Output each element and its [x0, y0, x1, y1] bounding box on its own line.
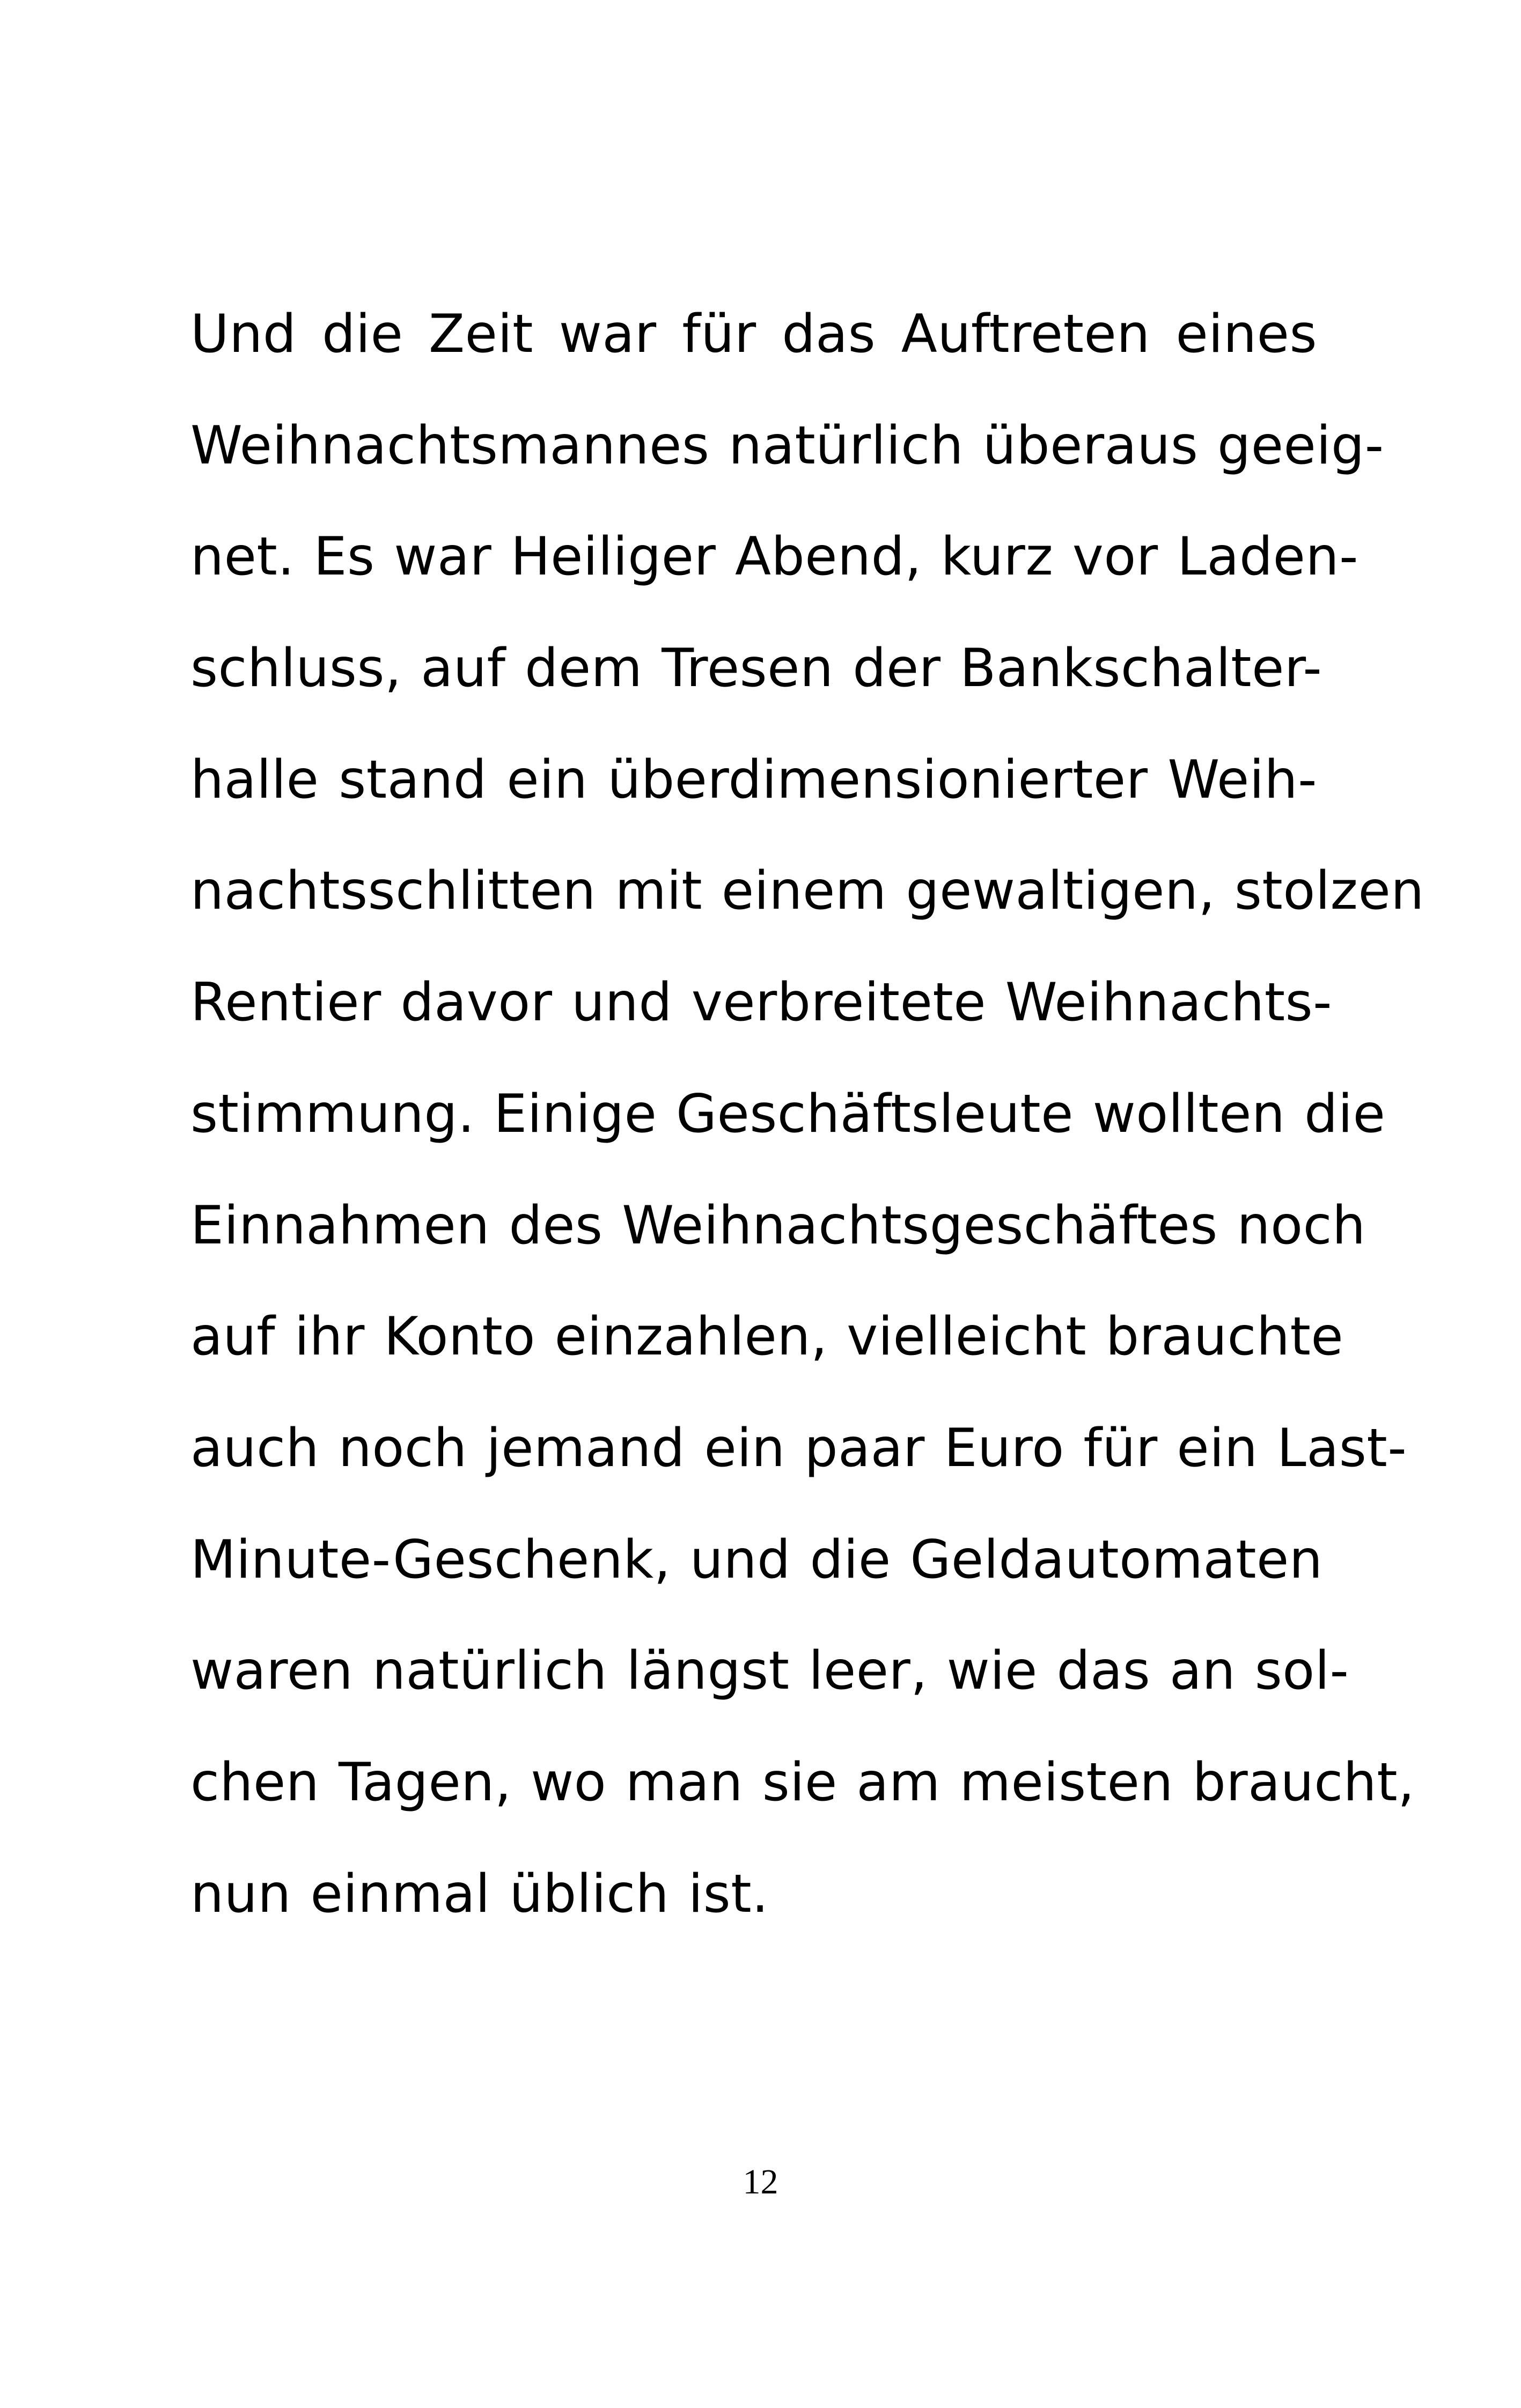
text-line: halle stand ein überdimensionierter Weih- [190, 749, 1317, 811]
text-line: Rentier davor und verbreitete Weihnachts- [190, 972, 1333, 1034]
page-number: 12 [743, 2162, 778, 2201]
text-line: waren natürlich längst leer, wie das an sol- [190, 1640, 1349, 1702]
text-line: nachtsschlitten mit einem gewaltigen, stolzen [190, 860, 1424, 922]
text-line: auf ihr Konto einzahlen, vielleicht brauchte [190, 1306, 1344, 1368]
body-paragraph [190, 279, 1424, 1950]
text-line: auch noch jemand ein paar Euro für ein Last- [190, 1417, 1407, 1479]
text-line: net. Es war Heiliger Abend, kurz vor Laden- [190, 526, 1358, 588]
text-line: chen Tagen, wo man sie am meisten braucht, [190, 1751, 1415, 1813]
text-line-last: nun einmal üblich ist. [190, 1863, 769, 1925]
text-line: stimmung. Einige Geschäftsleute wollten die [190, 1083, 1386, 1145]
text-line: Und die Zeit war für das Auftreten eines [190, 304, 1317, 365]
text-line: schluss, auf dem Tresen der Bankschalter- [190, 638, 1322, 699]
text-line: Einnahmen des Weihnachtsgeschäftes noch [190, 1195, 1366, 1256]
text-line: Minute-Geschenk, und die Geldautomaten [190, 1529, 1323, 1590]
text-line: Weihnachtsmannes natürlich überaus geeig- [190, 415, 1384, 476]
